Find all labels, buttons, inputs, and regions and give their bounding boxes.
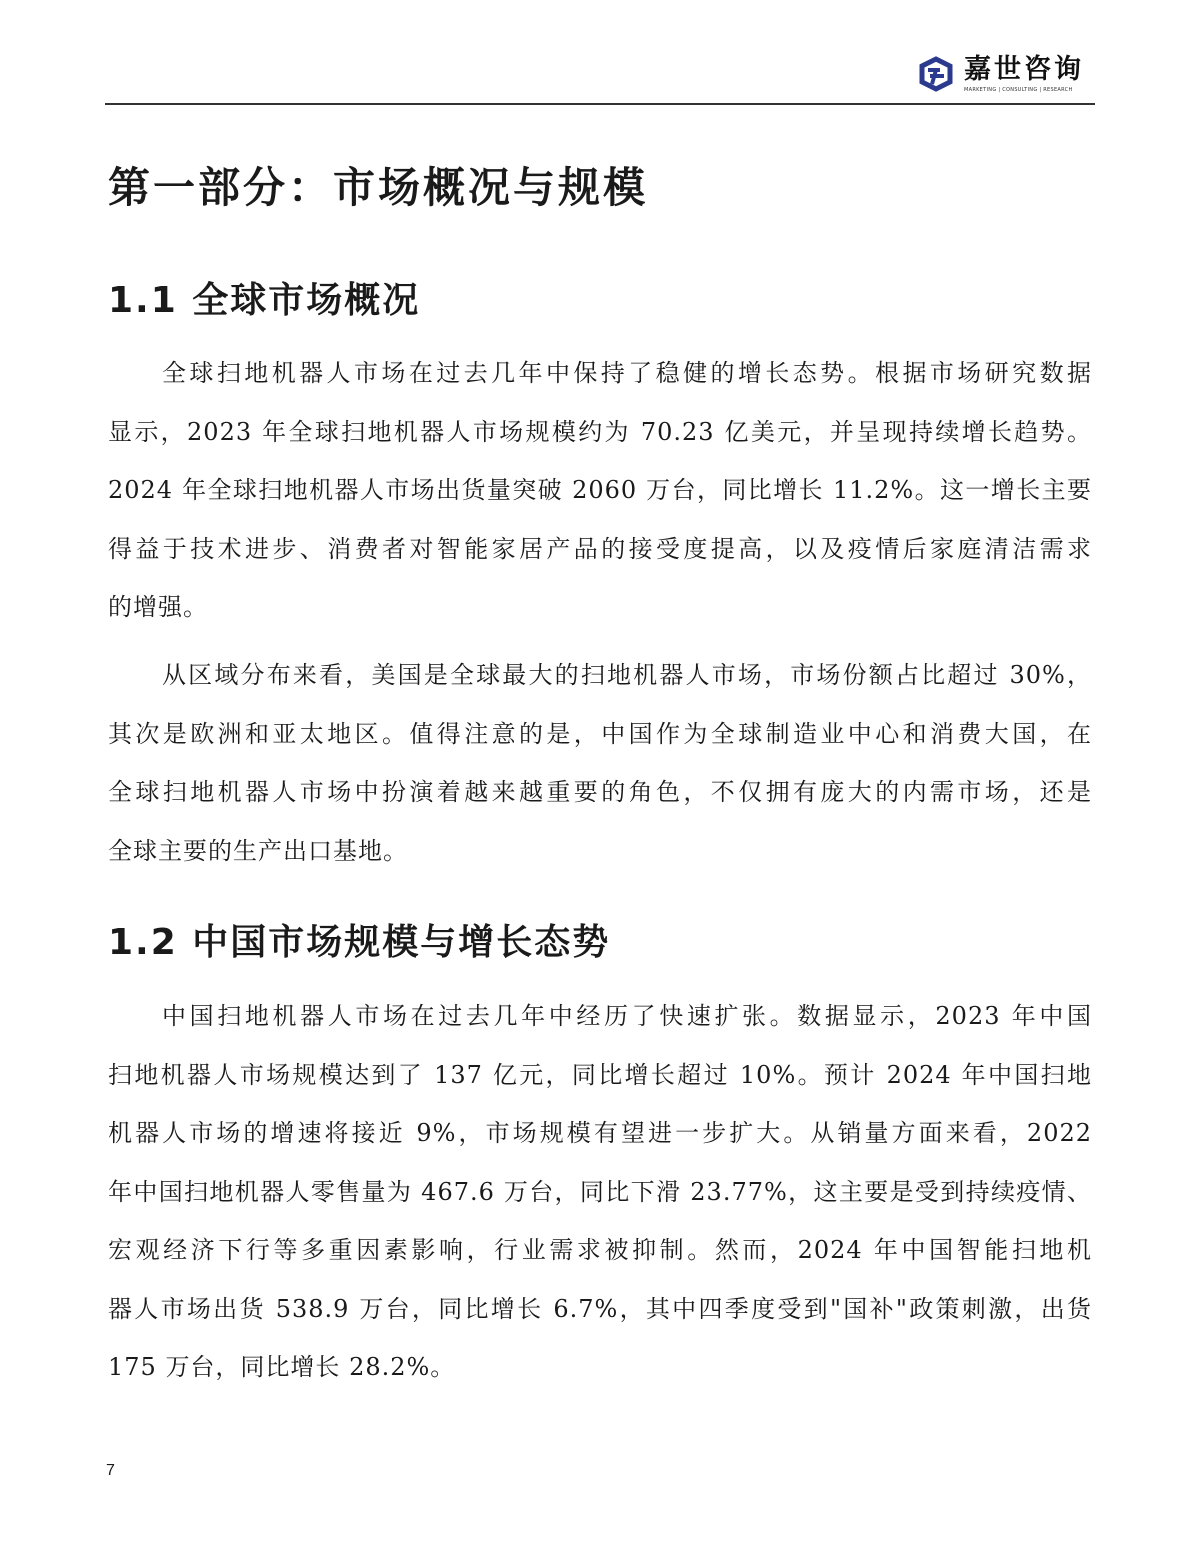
text-line: 其次是欧洲和亚太地区。值得注意的是，中国作为全球制造业中心和消费大国，在 [108,719,1092,748]
section-heading: 1.1 全球市场概况 [108,280,421,321]
section-heading: 1.2 中国市场规模与增长态势 [108,922,611,963]
text-line: 从区域分布来看，美国是全球最大的扫地机器人市场，市场份额占比超过 30%， [162,661,1092,689]
company-logo [918,55,1084,93]
page-number: 7 [106,1462,115,1479]
logo-tagline: MARKETING | CONSULTING | RESEARCH [964,87,1073,93]
text-line: 器人市场出货 538.9 万台，同比增长 6.7%，其中四季度受到"国补"政策刺激，出货 [108,1294,1092,1323]
paragraph [108,646,1092,880]
text-line: 全球扫地机器人市场中扮演着越来越重要的角色，不仅拥有庞大的内需市场，还是 [108,778,1092,806]
logo-name: 嘉世咨询 [964,54,1084,85]
text-line: 显示，2023 年全球扫地机器人市场规模约为 70.23 亿美元，并呈现持续增长趋势。 [108,417,1092,446]
text-line: 全球主要的生产出口基地。 [108,836,408,865]
text-line: 扫地机器人市场规模达到了 137 亿元，同比增长超过 10%。预计 2024 年中国扫地 [108,1060,1092,1089]
text-line: 得益于技术进步、消费者对智能家居产品的接受度提高，以及疫情后家庭清洁需求 [108,534,1092,563]
paragraph [108,344,1092,637]
text-line: 全球扫地机器人市场在过去几年中保持了稳健的增长态势。根据市场研究数据 [162,359,1092,387]
text-line: 的增强。 [108,593,208,621]
text-line: 机器人市场的增速将接近 9%，市场规模有望进一步扩大。从销量方面来看，2022 [108,1119,1092,1147]
logo-mark-icon [918,56,954,92]
part-title: 第一部分：市场概况与规模 [108,163,649,212]
paragraph [108,987,1092,1397]
text-line: 年中国扫地机器人零售量为 467.6 万台，同比下滑 23.77%，这主要是受到持续疫情、 [108,1177,1092,1206]
text-line: 2024 年全球扫地机器人市场出货量突破 2060 万台，同比增长 11.2%。这一增长主要 [108,476,1092,504]
header-divider [105,103,1095,105]
text-line: 175 万台，同比增长 28.2%。 [108,1353,456,1381]
text-line: 中国扫地机器人市场在过去几年中经历了快速扩张。数据显示，2023 年中国 [162,1002,1092,1030]
text-line: 宏观经济下行等多重因素影响，行业需求被抑制。然而，2024 年中国智能扫地机 [108,1236,1092,1264]
